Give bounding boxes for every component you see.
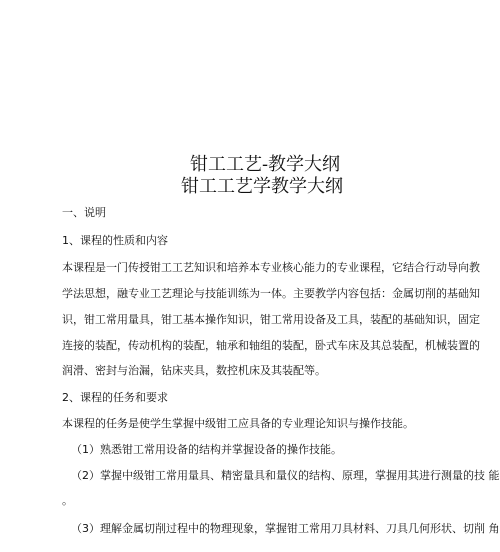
list-item: （3）理解金属切削过程中的物理现象，掌握钳工常用刀具材料、刀具几何形状、切削 角: [71, 522, 500, 535]
document-subtitle: 钳工工艺学教学大纲: [181, 176, 343, 197]
section-heading-1: 一、说明: [62, 206, 106, 219]
subsection-heading-2: 2、课程的任务和要求: [62, 391, 168, 404]
subsection-heading-1: 1、课程的性质和内容: [62, 234, 168, 247]
paragraph-line: 润滑、密封与治漏，钻床夹具，数控机床及其装配等。: [62, 364, 326, 377]
paragraph-line: 学法思想，融专业工艺理论与技能训练为一体。主要教学内容包括：金属切削的基础知: [62, 287, 480, 300]
paragraph-line: 本课程的任务是使学生掌握中级钳工应具备的专业理论知识与操作技能。: [62, 417, 414, 430]
list-item: （1）熟悉钳工常用设备的结构并掌握设备的操作技能。: [71, 443, 342, 456]
paragraph-line: 本课程是一门传授钳工工艺知识和培养本专业核心能力的专业课程，它结合行动导向教: [62, 261, 480, 274]
list-item: （2）掌握中级钳工常用量具、精密量具和量仪的结构、原理，掌握用其进行测量的技 能: [71, 469, 500, 482]
list-item-continuation: 。: [62, 494, 73, 507]
document-title: 钳工工艺-教学大纲: [189, 154, 341, 175]
paragraph-line: 连接的装配，传动机构的装配，轴承和轴组的装配，卧式车床及其总装配，机械装置的: [62, 339, 480, 352]
paragraph-line: 识，钳工常用量具，钳工基本操作知识，钳工常用设备及工具，装配的基础知识，固定: [62, 313, 480, 326]
